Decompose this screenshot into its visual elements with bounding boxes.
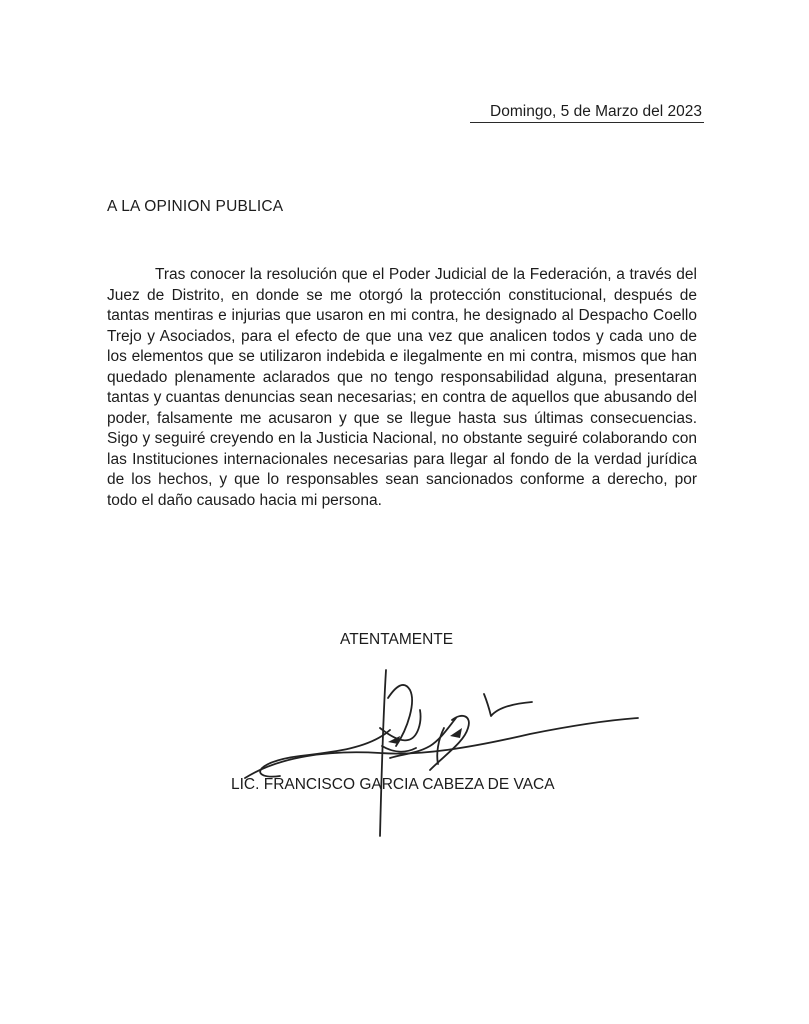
signer-name: LIC. FRANCISCO GARCIA CABEZA DE VACA [231, 776, 555, 793]
letter-recipient: A LA OPINION PUBLICA [107, 198, 284, 215]
letter-body: Tras conocer la resolución que el Poder Judicial de la Federación, a través del Juez de Distrito, en donde se me otorgó la protección constitucional, después de tantas mentiras e injurias que usaron en mi contra, he designado al Despacho Coello Trejo y Asociados, para el efecto de que una vez que analicen todos y cada uno de los elementos que se utilizaron indebida e ilegalmente en mi contra, mismos que han quedado plenamente aclarados que no tengo responsabilidad alguna, presentaran tantas y cuantas denuncias sean necesarias; en contra de aquellos que abusando del poder, falsamente me acusaron y que se llegue hasta sus últimas consecuencias. Sigo y seguiré creyendo en la Justicia Nacional, no obstante seguiré colaborando con las Instituciones internacionales necesarias para llegar al fondo de la verdad jurídica de los hechos, y que lo responsables sean sancionados conforme a derecho, por todo el daño causado hacia mi persona. [107, 266, 697, 509]
letter-closing: ATENTAMENTE [340, 631, 454, 648]
letter-date: Domingo, 5 de Marzo del 2023 [470, 103, 704, 123]
handwritten-signature [240, 658, 640, 848]
